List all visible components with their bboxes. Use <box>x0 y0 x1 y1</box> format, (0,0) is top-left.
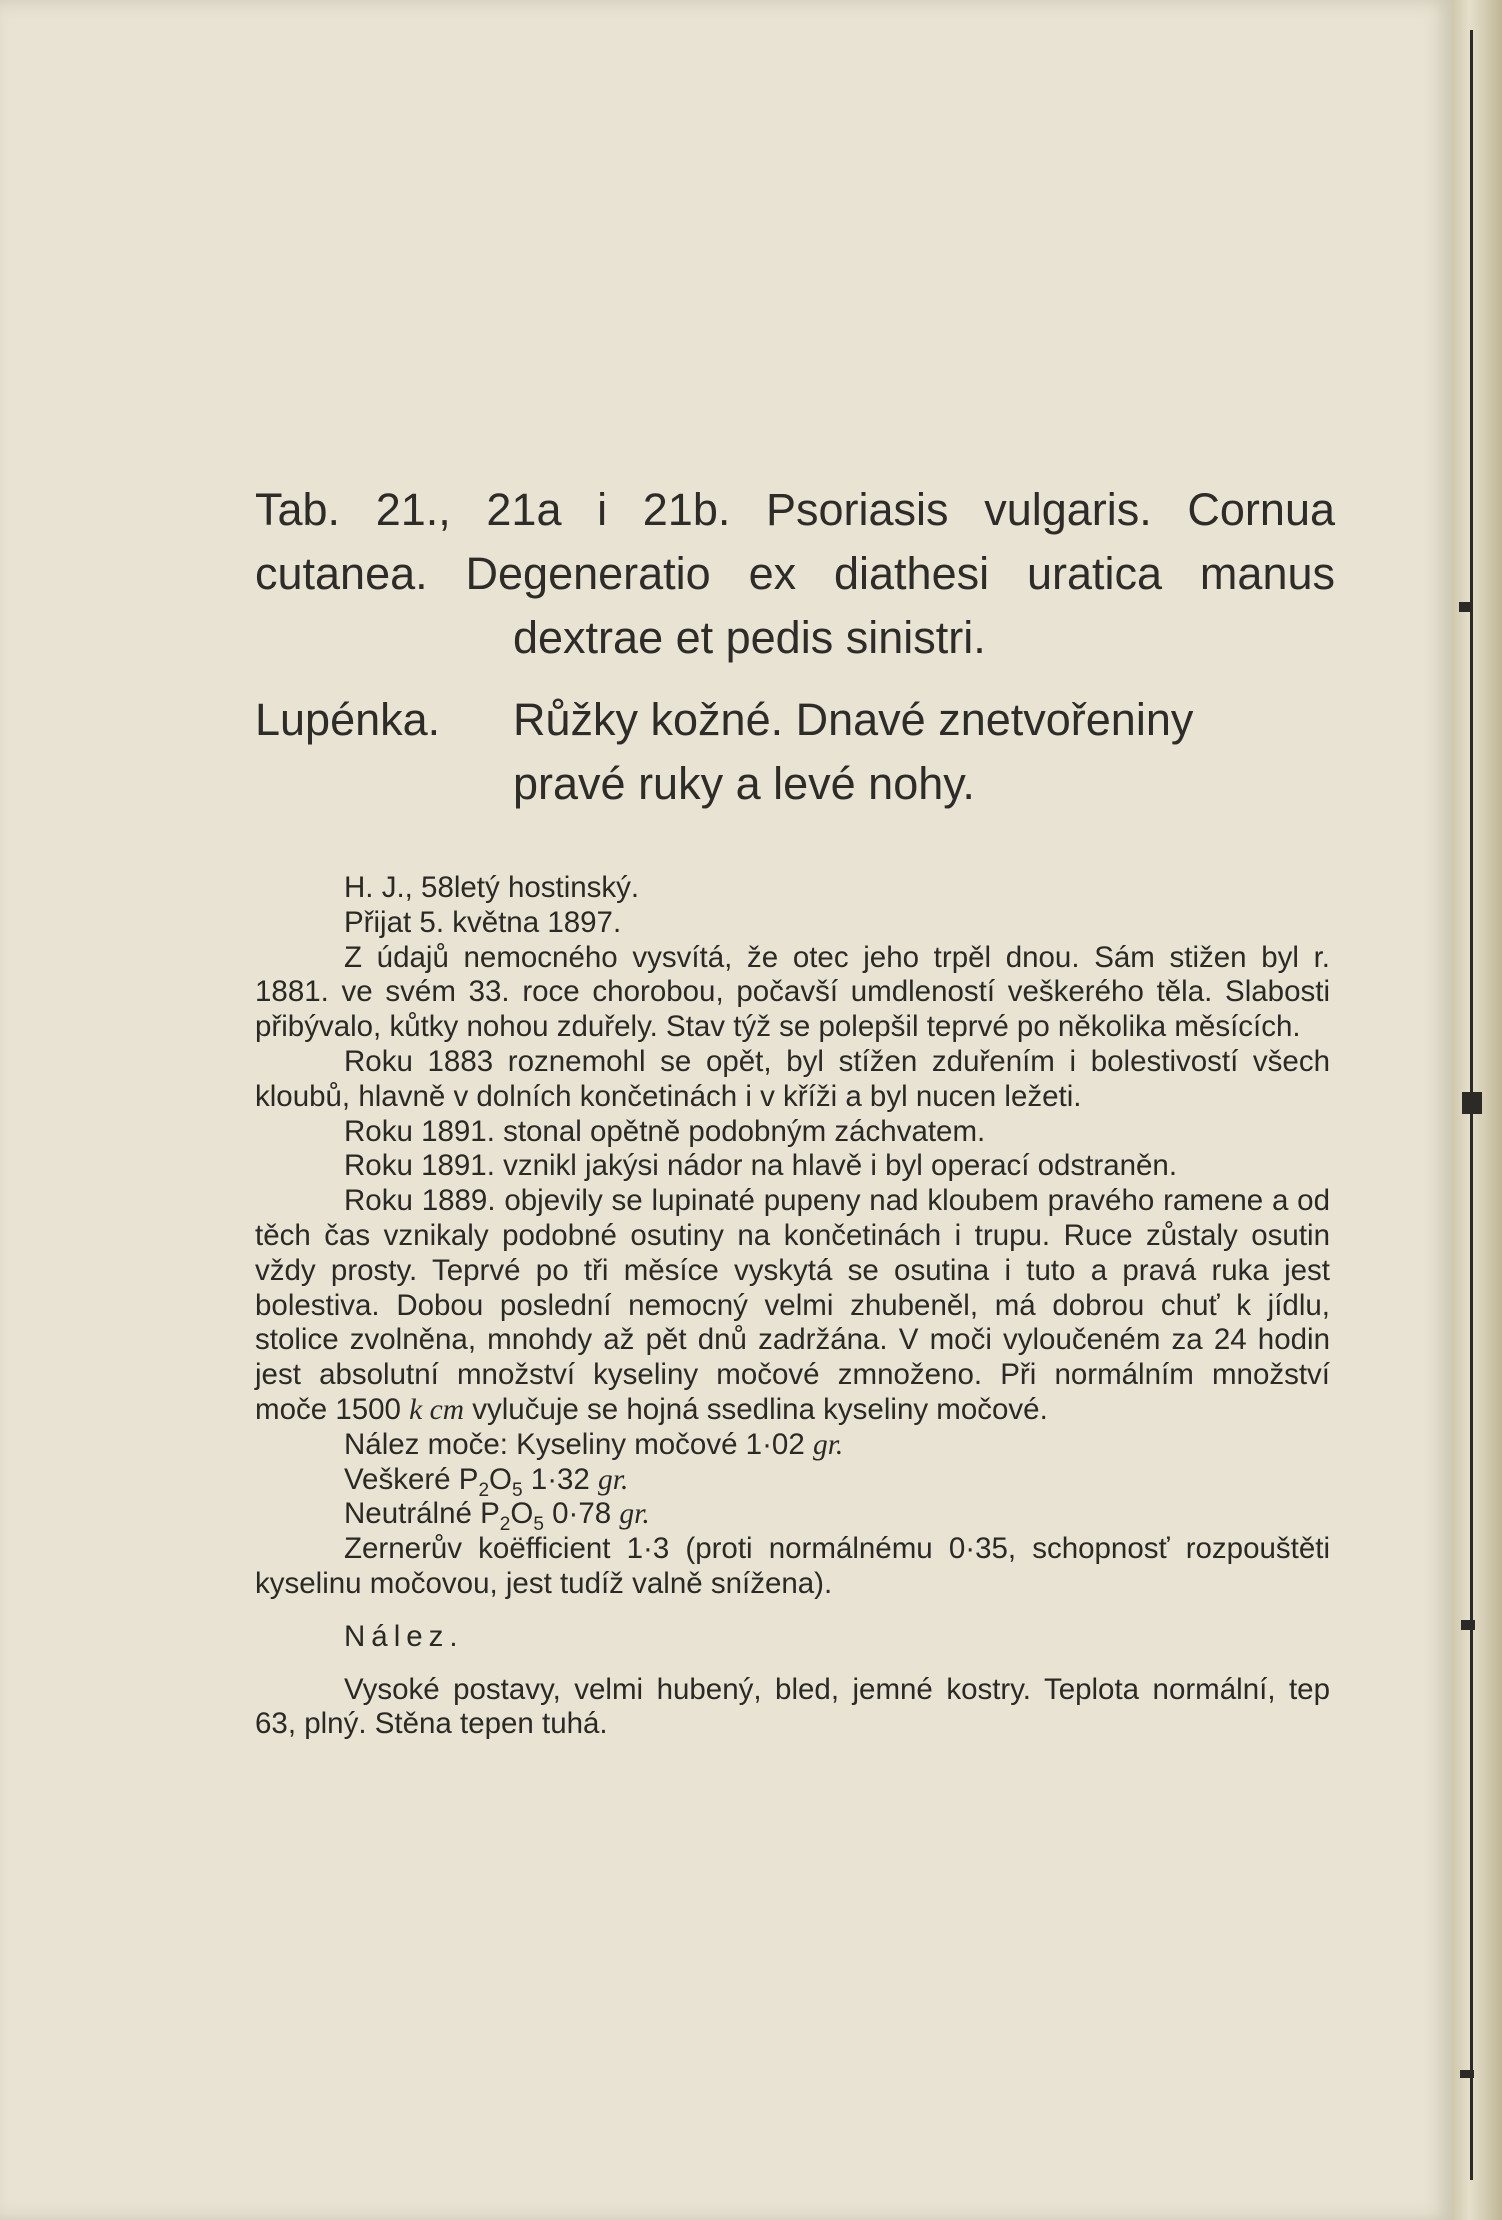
anamnesis-paragraph-1: Z údajů nemocného vysvítá, že otec jeho trpěl dnou. Sám stižen byl r. 1881. ve svém 33. roce chorobou, počavší umdleností veškerého těla. Slabosti přibývalo, kůtky nohou zduřely. Stav týž se polepšil teprvé po několika měsících. <box>255 940 1330 1044</box>
admission-line: Přijat 5. května 1897. <box>344 905 622 939</box>
finding-heading: Nález. <box>344 1619 464 1653</box>
edge-mark <box>1462 1092 1482 1114</box>
case-report <box>255 871 1330 1742</box>
edge-mark <box>1459 602 1473 612</box>
anamnesis-paragraph-2: Roku 1883 roznemohl se opět, byl stížen zduřením i bolestivostí všech kloubů, hlavně v dolních končetinách i v kříži a byl nucen ležeti. <box>255 1044 1330 1113</box>
heading-czech-line-2: pravé ruky a levé nohy. <box>513 758 975 809</box>
patient-line: H. J., 58letý hostinský. <box>344 871 640 904</box>
neutral-phosphate: Neutrálné $P_2O_5$ 0·78 gr. <box>344 1497 650 1536</box>
edge-mark <box>1461 1620 1475 1630</box>
total-phosphate: Veškeré $P_2O_5$ 1·32 gr. <box>344 1462 629 1501</box>
heading-latin-line-3: dextrae et pedis sinistri. <box>513 612 986 663</box>
anamnesis-paragraph-4: Roku 1891. vznikl jakýsi nádor na hlavě i byl operací odstraněn. <box>344 1149 1178 1183</box>
edge-mark <box>1460 2070 1474 2078</box>
plate-heading <box>255 478 1335 816</box>
unit-kcm: k cm <box>409 1393 465 1426</box>
finding-paragraph: Vysoké postavy, velmi hubený, bled, jemné kostry. Teplota normální, tep 63, plný. Stěna tepen tuhá. <box>255 1672 1330 1741</box>
heading-latin-line-1: Tab. 21., 21a i 21b. Psoriasis vulgaris. Cornua <box>255 484 1335 535</box>
anamnesis-paragraph-3: Roku 1891. stonal opětně podobným záchvatem. <box>344 1114 986 1148</box>
anamnesis-paragraph-5: Roku 1889. objevily se lupinaté pupeny nad kloubem pravého ramene a od těch čas vznikaly podobné osutiny na končetinách i trupu. Ruce zůstaly osutin vždy prosty. Teprvé po tři měsíce vyskytá se osutina i tuto a pravá ruka jest bolestiva. Dobou poslední nemocný velmi zhubeněl, má dobrou chuť k jídlu, stolice zvolněna, mnohdy až pět dnů zadržána. V moči vyloučeném za 24 hodin jest absolutní množství kyseliny močové zmnoženo. Při normálním množství moče 1500 k cm vylučuje se hojná ssedlina kyseliny močové. <box>255 1184 1330 1426</box>
heading-latin-line-2: cutanea. Degeneratio ex diathesi uratica manus <box>255 548 1335 599</box>
zerner-coefficient: Zernerův koëfficient 1·3 (proti normálnému 0·35, schopnosť rozpouštěti kyselinu močovou, jest tudíž valně snížena). <box>255 1532 1330 1600</box>
heading-czech-line-1 <box>255 688 1335 752</box>
heading-czech-rest: Růžky kožné. Dnavé znetvořeniny <box>513 694 1194 745</box>
heading-czech-lead: Lupénka. <box>255 694 441 745</box>
urine-finding: Nález moče: Kyseliny močové 1·02 gr. <box>344 1427 844 1461</box>
